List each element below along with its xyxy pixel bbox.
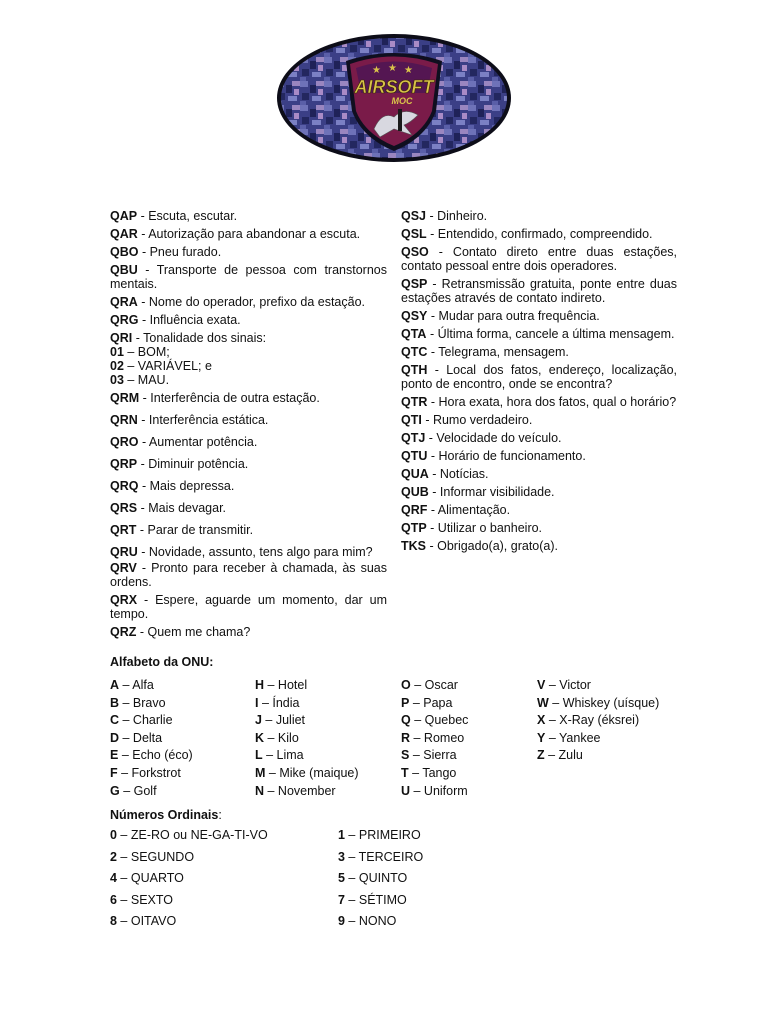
q-code-description: - Dinheiro.: [426, 209, 488, 223]
alphabet-entry: [110, 677, 193, 695]
q-code: QRZ: [110, 625, 137, 639]
alphabet-word: – Yankee: [545, 730, 601, 745]
alphabet-word: – Papa: [409, 695, 453, 710]
alphabet-entry: [401, 677, 468, 695]
alphabet-entry: [110, 765, 193, 783]
q-code: QRT: [110, 523, 137, 537]
q-code-entry: [110, 545, 387, 559]
number-word: – PRIMEIRO: [344, 828, 421, 842]
alphabet-entry: [537, 677, 659, 695]
q-code-description: - Local dos fatos, endereço, localização, ponto de encontro, onde se encontra?: [401, 363, 677, 391]
alphabet-letter: O: [401, 678, 411, 692]
q-code-entry: [110, 435, 387, 449]
alphabet-entry: [110, 783, 193, 801]
q-code-description: - Rumo verdadeiro.: [421, 413, 533, 427]
q-code: QSL: [401, 227, 427, 241]
signal-level-label: – VARIÁVEL; e: [123, 359, 212, 373]
alphabet-letter: X: [537, 713, 546, 728]
q-code-description: - Pneu furado.: [138, 245, 222, 259]
alphabet-word: – Bravo: [119, 695, 166, 710]
number-digit: 3: [338, 849, 345, 864]
alphabet-entry: [401, 747, 468, 765]
q-code: QRU: [110, 545, 138, 559]
number-word: – SEXTO: [116, 892, 173, 907]
alphabet-letter: V: [537, 678, 546, 692]
q-code-entry: [401, 395, 677, 409]
alphabet-entry: [401, 695, 468, 713]
number-word: – OITAVO: [116, 914, 177, 928]
alphabet-entry: [255, 730, 359, 748]
number-word: – QUARTO: [116, 871, 184, 885]
alphabet-word: – Mike (maique): [265, 765, 359, 780]
numbers-column-2: [338, 825, 423, 933]
q-code-entry: [401, 327, 677, 341]
q-code-description: - Utilizar o banheiro.: [426, 521, 543, 535]
signal-level-code: 02: [110, 359, 124, 373]
number-entry: [110, 868, 268, 890]
q-code: QRX: [110, 593, 138, 607]
q-code-entry: [110, 313, 387, 327]
alphabet-letter: U: [401, 783, 411, 798]
signal-level: [110, 345, 387, 359]
q-code: QBO: [110, 245, 139, 259]
q-code: QTH: [401, 363, 428, 377]
alphabet-word: – Forkstrot: [117, 765, 181, 780]
alphabet-word: – Uniform: [410, 783, 468, 798]
q-code-description: - Notícias.: [428, 467, 489, 481]
q-code: QRG: [110, 313, 139, 327]
alphabet-column-4: [537, 677, 659, 765]
number-digit: 0: [110, 828, 117, 842]
number-digit: 2: [110, 849, 117, 864]
q-code: QAR: [110, 227, 138, 241]
q-code: QSO: [401, 245, 429, 259]
alphabet-entry: [537, 695, 659, 713]
number-digit: 1: [338, 828, 345, 842]
alphabet-letter: Q: [401, 713, 411, 728]
alphabet-entry: [255, 712, 359, 730]
q-code: QRO: [110, 435, 139, 449]
number-entry: [110, 825, 268, 847]
q-code-entry: [110, 227, 387, 241]
alphabet-entry: [401, 783, 468, 801]
alphabet-letter: B: [110, 695, 120, 710]
signal-level-label: – BOM;: [123, 345, 170, 359]
q-code-entry: [110, 209, 387, 223]
q-code-description: - Interferência estática.: [137, 413, 269, 427]
q-code: QRN: [110, 413, 138, 427]
q-code-entry: [110, 479, 387, 493]
alphabet-entry: [255, 677, 359, 695]
q-code-entry: [401, 503, 677, 517]
q-code-description: - Aumentar potência.: [138, 435, 258, 449]
alphabet-entry: [537, 747, 659, 765]
signal-level-code: 01: [110, 345, 124, 359]
q-code-entry: [401, 345, 677, 359]
q-code: QRA: [110, 295, 138, 309]
alphabet-letter: E: [110, 748, 119, 763]
alphabet-word: – Charlie: [119, 713, 173, 728]
q-code: QUB: [401, 485, 429, 499]
q-code-description: - Nome do operador, prefixo da estação.: [137, 295, 365, 309]
q-code-entry: [110, 331, 387, 387]
alphabet-entry: [255, 783, 359, 801]
signal-level: [110, 359, 387, 373]
alphabet-column-2: [255, 677, 359, 800]
q-code-entry: [110, 295, 387, 309]
q-code: TKS: [401, 539, 426, 553]
alphabet-letter: A: [110, 678, 120, 692]
q-code: QTA: [401, 327, 427, 341]
alphabet-letter: M: [255, 765, 266, 780]
alphabet-entry: [110, 695, 193, 713]
q-code-entry: [110, 413, 387, 427]
q-code-description: - Velocidade do veículo.: [425, 431, 562, 445]
alphabet-letter: W: [537, 695, 549, 710]
q-code-entry: [401, 539, 677, 553]
alphabet-entry: [255, 695, 359, 713]
q-code-description: - Quem me chama?: [136, 625, 251, 639]
alphabet-entry: [401, 712, 468, 730]
q-code-description: - Mais devagar.: [137, 501, 227, 515]
alphabet-letter: C: [110, 713, 120, 728]
q-code-description: - Espere, aguarde um momento, dar um tempo.: [110, 593, 387, 621]
q-code-entry: [110, 523, 387, 537]
q-code-entry: [401, 245, 677, 273]
q-code: QTP: [401, 521, 427, 535]
q-code-entry: [401, 431, 677, 445]
alphabet-word: – Índia: [258, 695, 300, 710]
alphabet-word: – X-Ray (éksrei): [545, 713, 640, 728]
q-code-description: - Mais depressa.: [138, 479, 235, 493]
logo-subtitle: MOC: [391, 96, 413, 106]
q-code-entry: [401, 449, 677, 463]
alphabet-word: – Romeo: [410, 730, 465, 745]
alphabet-word: – Alfa: [119, 678, 154, 692]
alphabet-letter: D: [110, 730, 120, 745]
number-word: – SEGUNDO: [116, 849, 195, 864]
number-word: – NONO: [344, 914, 397, 928]
q-codes-right-column: [401, 209, 677, 553]
q-code-entry: [110, 625, 387, 639]
number-digit: 9: [338, 914, 345, 928]
q-code-description: - Diminuir potência.: [137, 457, 249, 471]
q-code-entry: [401, 467, 677, 481]
number-word: – QUINTO: [344, 871, 408, 885]
q-code: QRF: [401, 503, 428, 517]
svg-text:★: ★: [388, 63, 397, 74]
numbers-column-1: [110, 825, 268, 933]
svg-text:★: ★: [404, 65, 413, 76]
numbers-heading-text: Números Ordinais: [110, 808, 219, 822]
q-code-description: - Contato direto entre duas estações, contato pessoal entre dois operadores.: [401, 245, 677, 273]
alphabet-letter: Z: [537, 748, 545, 763]
alphabet-letter: I: [255, 695, 259, 710]
alphabet-entry: [537, 730, 659, 748]
alphabet-letter: G: [110, 783, 120, 798]
alphabet-word: – Lima: [262, 748, 304, 763]
q-code-entry: [401, 485, 677, 499]
q-code-entry: [110, 593, 387, 621]
q-code: QTU: [401, 449, 428, 463]
number-digit: 5: [338, 871, 345, 885]
alphabet-entry: [401, 765, 468, 783]
q-code-description: - Hora exata, hora dos fatos, qual o horário?: [427, 395, 677, 409]
number-digit: 4: [110, 871, 117, 885]
number-digit: 8: [110, 914, 117, 928]
number-digit: 6: [110, 892, 117, 907]
q-code-entry: [401, 521, 677, 535]
alphabet-word: – Sierra: [409, 748, 457, 763]
number-entry: [338, 825, 423, 847]
alphabet-word: – Zulu: [544, 748, 583, 763]
alphabet-heading: Alfabeto da ONU:: [110, 655, 214, 669]
q-code: QBU: [110, 263, 138, 277]
q-code: QAP: [110, 209, 138, 223]
q-code-description: - Mudar para outra frequência.: [427, 309, 600, 323]
svg-text:★: ★: [372, 65, 381, 76]
alphabet-word: – Oscar: [410, 678, 458, 692]
q-code: QTI: [401, 413, 422, 427]
q-code-entry: [401, 277, 677, 305]
alphabet-word: – Victor: [545, 678, 591, 692]
q-code-description: - Pronto para receber à chamada, às suas ordens.: [110, 561, 387, 589]
alphabet-letter: Y: [537, 730, 546, 745]
number-word: – ZE-RO ou NE-GA-TI-VO: [116, 828, 268, 842]
alphabet-entry: [110, 730, 193, 748]
signal-level: [110, 373, 387, 387]
q-code: QTC: [401, 345, 428, 359]
q-code-entry: [401, 309, 677, 323]
alphabet-letter: N: [255, 783, 265, 798]
q-code-entry: [401, 227, 677, 241]
q-code-description: - Alimentação.: [427, 503, 511, 517]
q-code: QRQ: [110, 479, 139, 493]
q-code-description: - Influência exata.: [138, 313, 241, 327]
q-code-description: - Horário de funcionamento.: [427, 449, 586, 463]
q-code-description: - Obrigado(a), grato(a).: [426, 539, 558, 553]
alphabet-entry: [537, 712, 659, 730]
number-entry: [338, 868, 423, 890]
q-code-description: - Última forma, cancele a última mensagem.: [426, 327, 675, 341]
number-entry: [110, 890, 268, 912]
alphabet-word: – Golf: [119, 783, 157, 798]
alphabet-entry: [110, 712, 193, 730]
alphabet-letter: L: [255, 748, 263, 763]
q-code-entry: [110, 457, 387, 471]
alphabet-word: – Delta: [119, 730, 163, 745]
q-code-description: - Parar de transmitir.: [136, 523, 254, 537]
alphabet-letter: F: [110, 765, 118, 780]
alphabet-word: – Juliet: [261, 713, 306, 728]
q-code-entry: [110, 391, 387, 405]
alphabet-entry: [110, 747, 193, 765]
number-entry: [338, 847, 423, 869]
number-entry: [110, 847, 268, 869]
alphabet-entry: [401, 730, 468, 748]
q-code-entry: [401, 413, 677, 427]
q-code: QRV: [110, 561, 137, 575]
alphabet-entry: [255, 747, 359, 765]
q-code-description: - Transporte de pessoa com transtornos mentais.: [110, 263, 387, 291]
q-code: QRP: [110, 457, 138, 471]
q-code: QSJ: [401, 209, 427, 223]
alphabet-letter: P: [401, 695, 410, 710]
alphabet-entry: [255, 765, 359, 783]
alphabet-word: – Kilo: [264, 730, 299, 745]
alphabet-column-1: [110, 677, 193, 800]
q-code-entry: [110, 245, 387, 259]
signal-level-code: 03: [110, 373, 124, 387]
number-entry: [338, 890, 423, 912]
q-code-entry: [401, 209, 677, 223]
q-code-description: - Autorização para abandonar a escuta.: [137, 227, 361, 241]
q-code-description: - Entendido, confirmado, compreendido.: [426, 227, 653, 241]
alphabet-letter: S: [401, 748, 410, 763]
q-code: QRM: [110, 391, 140, 405]
number-entry: [110, 911, 268, 933]
q-code: QUA: [401, 467, 429, 481]
q-code-entry: [110, 263, 387, 291]
q-code-entry: [110, 561, 387, 589]
q-code: QTJ: [401, 431, 426, 445]
alphabet-word: – November: [264, 783, 336, 798]
alphabet-word: – Tango: [408, 765, 457, 780]
q-code-description: - Interferência de outra estação.: [139, 391, 320, 405]
q-code: QRS: [110, 501, 138, 515]
q-code-description: - Tonalidade dos sinais:: [132, 331, 267, 345]
q-code-description: - Escuta, escutar.: [137, 209, 238, 223]
number-word: – SÉTIMO: [344, 892, 407, 907]
number-word: – TERCEIRO: [344, 849, 424, 864]
alphabet-letter: T: [401, 765, 409, 780]
alphabet-letter: J: [255, 713, 262, 728]
number-digit: 7: [338, 892, 345, 907]
q-codes-left-column: [110, 209, 387, 639]
q-code: QRI: [110, 331, 133, 345]
signal-level-label: – MAU.: [123, 373, 170, 387]
number-entry: [338, 911, 423, 933]
q-code-entry: [401, 363, 677, 391]
q-code-description: - Retransmissão gratuita, ponte entre duas estações através de contato indireto.: [401, 277, 677, 305]
q-code: QTR: [401, 395, 428, 409]
alphabet-word: – Echo (éco): [118, 748, 193, 763]
alphabet-word: – Quebec: [410, 713, 469, 728]
q-code-description: - Telegrama, mensagem.: [427, 345, 569, 359]
alphabet-letter: H: [255, 678, 265, 692]
numbers-heading-colon: :: [218, 808, 222, 822]
alphabet-word: – Whiskey (uísque): [548, 695, 660, 710]
q-code-description: - Informar visibilidade.: [428, 485, 555, 499]
alphabet-letter: K: [255, 730, 265, 745]
logo-title: AIRSOFT: [354, 77, 434, 97]
alphabet-column-3: [401, 677, 468, 800]
alphabet-letter: R: [401, 730, 411, 745]
q-code-description: - Novidade, assunto, tens algo para mim?: [137, 545, 373, 559]
airsoft-moc-logo: [276, 33, 512, 163]
q-code-entry: [110, 501, 387, 515]
numbers-heading: [110, 808, 222, 822]
q-code: QSY: [401, 309, 428, 323]
alphabet-word: – Hotel: [264, 678, 308, 692]
q-code: QSP: [401, 277, 428, 291]
